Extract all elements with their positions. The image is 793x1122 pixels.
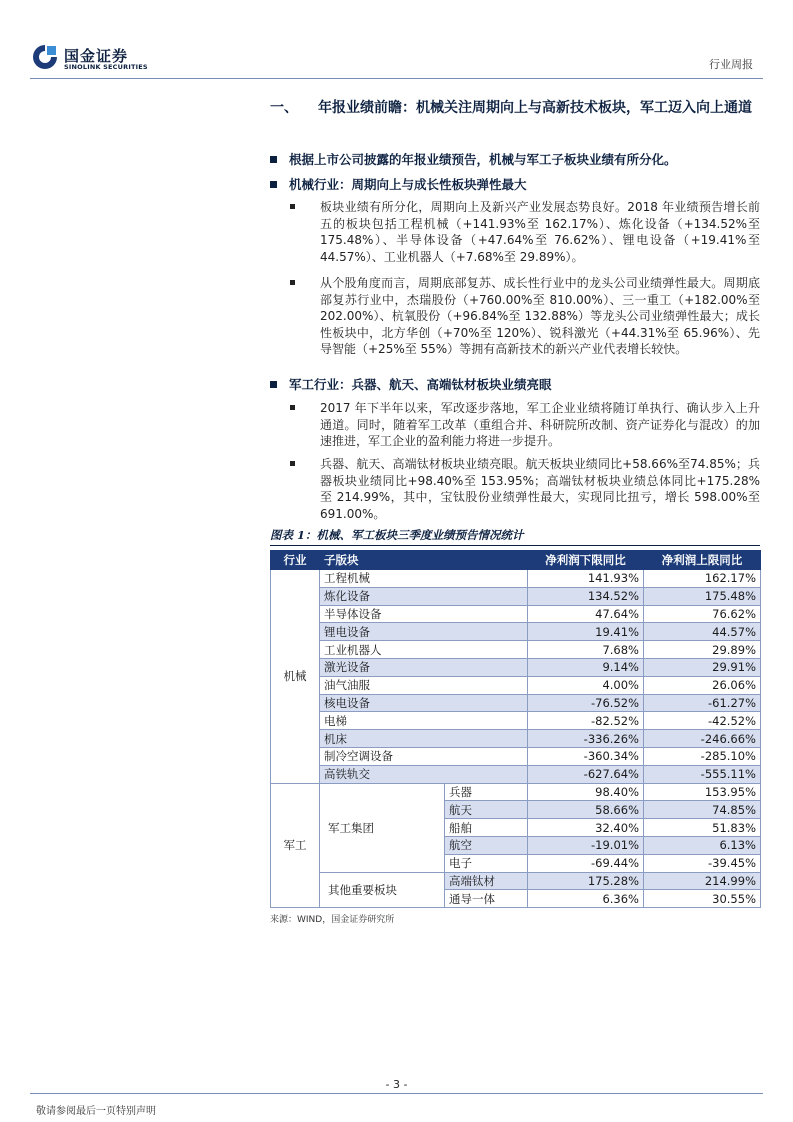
table-row: 航空 -19.01% 6.13% (271, 836, 761, 854)
brand-name-cn: 国金证券 (64, 47, 129, 65)
square-bullet-icon (270, 181, 277, 188)
square-bullet-icon (270, 156, 277, 163)
table-source: 来源：WIND，国金证券研究所 (270, 915, 395, 925)
footer-disclaimer: 敬请参阅最后一页特别声明 (36, 1106, 156, 1117)
table-row: 电梯 -82.52% -42.52% (271, 712, 761, 730)
industry-military: 军工 (271, 783, 320, 908)
table-row: 其他重要板块 高端钛材 175.28% 214.99% (271, 872, 761, 890)
brand-name-en: SINOLINK SECURITIES (64, 63, 148, 71)
performance-table (270, 550, 761, 908)
bullet-military-heading: 军工行业：兵器、航天、高端钛材板块业绩亮眼 (270, 376, 552, 394)
header-low: 净利润下限同比 (528, 551, 644, 570)
table-row: 机床 -336.26% -246.66% (271, 730, 761, 748)
table-row: 制冷空调设备 -360.34% -285.10% (271, 747, 761, 765)
footer-divider (30, 1093, 763, 1094)
table-row: 锂电设备 19.41% 44.57% (271, 623, 761, 641)
bullet-summary: 根据上市公司披露的年报业绩预告，机械与军工子板块业绩有所分化。 (270, 151, 677, 169)
table-row: 电子 -69.44% -39.45% (271, 854, 761, 872)
machinery-paragraph-1: 板块业绩有所分化，周期向上及新兴产业发展态势良好。2018 年业绩预告增长前五的板块包括工程机械（+141.93%至 162.17%）、炼化设备（+134.52%至 175.48%）、半导体设备（+47.64%至 76.62%）、锂电设备（+19.41%至 44.57%）、工业机器人（+7.68%至 29.89%）。 (290, 199, 760, 265)
machinery-paragraph-2: 从个股角度而言，周期底部复苏、成长性行业中的龙头公司业绩弹性最大。周期底部复苏行业中，杰瑞股份（+760.00%至 810.00%）、三一重工（+182.00%至 202.00%）、杭氧股份（+96.84%至 132.88%）等龙头公司业绩弹性最大；成长性板块中，北方华创（+70%至 120%）、锐科激光（+44.31%至 65.96%）、先导智能（+25%至 55%）等拥有高新技术的新兴产业代表增长较快。 (290, 275, 760, 358)
table-row: 油气油服 4.00% 26.06% (271, 676, 761, 694)
table-row: 工业机器人 7.68% 29.89% (271, 641, 761, 659)
table-row: 船舶 32.40% 51.83% (271, 819, 761, 837)
section-number: 一、 (270, 100, 298, 116)
page-number: - 3 - (385, 1078, 408, 1091)
table-row: 机械 工程机械 141.93% 162.17% (271, 570, 761, 588)
header-high: 净利润上限同比 (644, 551, 761, 570)
bullet-machinery-heading: 机械行业：周期向上与成长性板块弹性最大 (270, 176, 527, 194)
report-type: 行业周报 (709, 58, 753, 71)
small-square-bullet-icon (290, 461, 295, 466)
military-paragraph-2: 兵器、航天、高端钛材板块业绩亮眼。航天板块业绩同比+58.66%至74.85%；兵器板块业绩同比+98.40%至 153.95%；高端钛材板块业绩总体同比+175.28%至 214.99%，其中，宝钛股份业绩弹性最大，实现同比扭亏，增长 598.00%至 691.00%。 (290, 456, 760, 522)
table-row: 炼化设备 134.52% 175.48% (271, 587, 761, 605)
military-paragraph-1: 2017 年下半年以来，军改逐步落地，军工企业业绩将随订单执行、确认步入上升通道。同时，随着军工改革（重组合并、科研院所改制、资产证券化与混改）的加速推进，军工企业的盈利能力将进一步提升。 (290, 400, 760, 450)
table-row: 通导一体 6.36% 30.55% (271, 890, 761, 908)
industry-machinery: 机械 (271, 570, 320, 784)
table-header-row (271, 551, 761, 570)
square-bullet-icon (270, 381, 277, 388)
group-military-corp: 军工集团 (320, 783, 445, 872)
sinolink-logo-icon (32, 44, 58, 70)
page-header (0, 0, 793, 80)
table-row: 高铁轨交 -627.64% -555.11% (271, 765, 761, 783)
table-row: 军工 军工集团 兵器 98.40% 153.95% (271, 783, 761, 801)
figure-title: 图表 1：机械、军工板块三季度业绩预告情况统计 (270, 527, 760, 546)
section-title (270, 97, 760, 119)
table-row: 航天 58.66% 74.85% (271, 801, 761, 819)
header-subsector: 子版块 (320, 551, 528, 570)
header-industry: 行业 (271, 551, 320, 570)
header-divider (30, 78, 763, 79)
small-square-bullet-icon (290, 280, 295, 285)
table-row: 激光设备 9.14% 29.91% (271, 658, 761, 676)
small-square-bullet-icon (290, 204, 295, 209)
small-square-bullet-icon (290, 405, 295, 410)
table-row: 核电设备 -76.52% -61.27% (271, 694, 761, 712)
group-other-sectors: 其他重要板块 (320, 872, 445, 908)
section-title-text: 年报业绩前瞻：机械关注周期向上与高新技术板块，军工迈入向上通道 (318, 100, 752, 116)
table-row: 半导体设备 47.64% 76.62% (271, 605, 761, 623)
